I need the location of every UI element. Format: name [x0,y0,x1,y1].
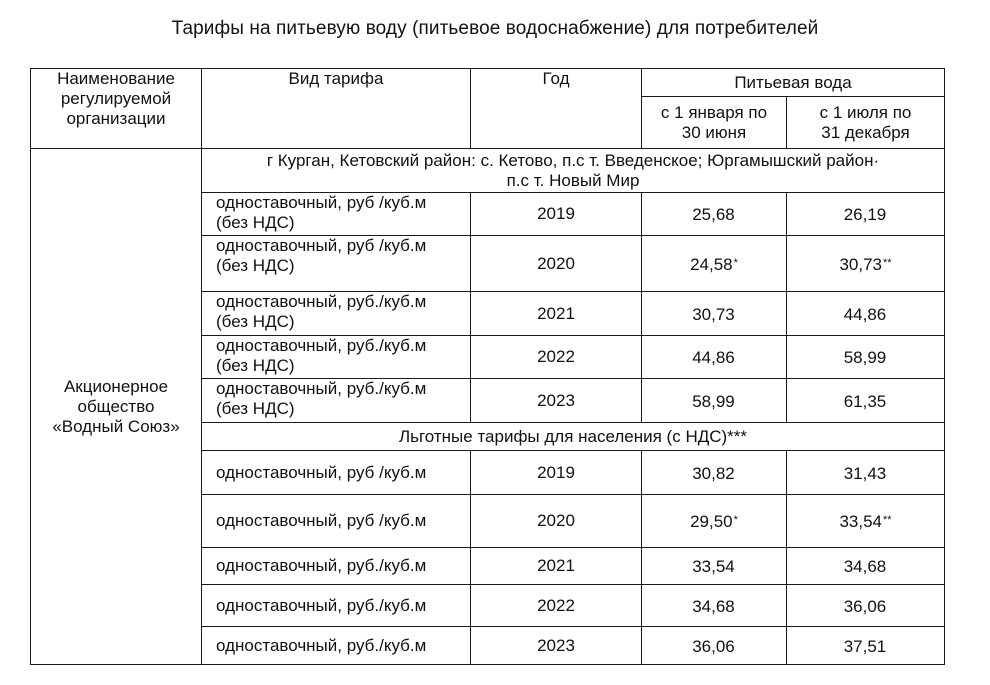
tariff-value: 24,58 [690,254,733,274]
year-cell: 2021 [471,548,642,585]
tariff-type-cell [202,451,471,495]
value-second-half-cell [787,236,945,292]
tariff-value: 29,50 [690,512,733,531]
value-first-half-cell [642,193,787,236]
value-first-half-cell [642,379,787,423]
value-second-half-cell [787,548,945,585]
tariff-type-cell [202,336,471,379]
header-tariff-type: Вид тарифа [202,69,471,149]
header-period-1 [642,97,787,149]
organization-name-line: Акционерное [63,376,169,396]
footnote-mark: * [733,514,738,526]
value-first-half-cell [642,548,787,585]
tariff-value: 33,54 [692,557,735,576]
value-second-half-cell [787,379,945,423]
tariff-type-cell [202,292,471,336]
tariff-type-line: одноставочный, руб /куб.м [216,462,427,482]
year-cell: 2019 [471,451,642,495]
header-row [31,69,945,97]
section-heading [202,423,945,451]
value-second-half-cell [787,451,945,495]
tariff-type-cell [202,193,471,236]
value-first-half-cell [642,627,787,665]
footnote-mark: ** [882,514,892,526]
tariff-value: 61,35 [843,391,887,411]
section-heading-line: Льготные тарифы для населения (с НДС)*** [398,426,748,446]
value-first-half-cell [642,336,787,379]
header-period-1-line: с 1 января по [660,102,768,122]
organization-name-line: «Водный Союз» [52,416,180,436]
year-cell: 2020 [471,495,642,548]
tariff-value: 58,99 [843,348,887,367]
value-second-half-cell [787,585,945,627]
tariff-type-line: (без НДС) [216,256,295,275]
value-first-half-cell [642,292,787,336]
tariff-value: 33,54 [839,512,882,531]
tariff-value: 31,43 [843,463,887,483]
section-heading [202,149,945,193]
value-second-half-cell [787,336,945,379]
tariff-type-cell [202,585,471,627]
tariff-value: 26,19 [843,205,887,224]
section-heading-line: п.с т. Новый Мир [506,170,640,190]
page-title: Тарифы на питьевую воду (питьевое водоснабжение) для потребителей [171,18,819,39]
year-cell: 2021 [471,292,642,336]
organization-name-line: общество [77,396,155,416]
year-cell: 2023 [471,379,642,423]
year-cell: 2022 [471,336,642,379]
value-first-half-cell [642,236,787,292]
tariff-type-cell [202,236,471,292]
tariff-type-line: одноставочный, руб./куб.м [216,635,427,655]
header-org-line: Наименование [57,69,175,88]
tariff-type-cell [202,627,471,665]
tariff-type-line: одноставочный, руб /куб.м [216,236,427,255]
year-cell: 2023 [471,627,642,665]
header-org-line: регулируемой [60,89,172,108]
tariff-type-line: одноставочный, руб./куб.м [216,595,427,615]
tariff-type-line: одноставочный, руб./куб.м [216,379,427,398]
section-heading-row [31,149,945,193]
header-water: Питьевая вода [642,69,945,97]
header-period-2-line: 31 декабря [821,122,910,142]
tariff-type-line: (без НДС) [216,399,295,418]
tariff-type-line: одноставочный, руб./куб.м [216,292,427,311]
header-org-line: организации [66,109,166,128]
value-first-half-cell [642,585,787,627]
tariff-value: 36,06 [692,636,735,656]
header-period-2 [787,97,945,149]
tariff-type-line: (без НДС) [216,356,295,375]
header-period-1-line: 30 июня [681,122,747,142]
value-second-half-cell [787,495,945,548]
year-cell: 2020 [471,236,642,292]
value-second-half-cell [787,292,945,336]
value-first-half-cell [642,495,787,548]
tariff-type-line: (без НДС) [216,213,295,232]
tariff-value: 30,73 [692,304,735,324]
tariff-type-line: одноставочный, руб /куб.м [216,193,427,212]
tariff-value: 44,86 [843,304,887,324]
tariff-value: 34,68 [692,596,735,616]
section-heading-line: г Курган, Кетовский район: с. Кетово, п.с т. Введенское; Юргамышский район· [266,150,880,170]
year-cell: 2019 [471,193,642,236]
tariff-type-line: одноставочный, руб./куб.м [216,556,427,575]
header-org [31,69,202,149]
footnote-mark: * [733,256,738,269]
header-year: Год [471,69,642,149]
tariff-value: 58,99 [692,391,735,411]
tariff-type-cell [202,495,471,548]
footnote-mark: ** [882,256,892,269]
tariff-value: 30,73 [839,254,882,274]
tariff-type-cell [202,548,471,585]
value-second-half-cell [787,627,945,665]
tariff-type-line: одноставочный, руб /куб.м [216,511,427,530]
tariff-type-line: одноставочный, руб./куб.м [216,336,427,355]
tariff-value: 44,86 [692,348,735,367]
value-second-half-cell [787,193,945,236]
tariff-type-line: (без НДС) [216,312,295,331]
tariff-table-body [31,69,945,665]
tariff-value: 36,06 [843,596,887,616]
value-first-half-cell [642,451,787,495]
organization-name [31,149,202,665]
tariff-value: 25,68 [692,205,735,224]
tariff-type-cell [202,379,471,423]
tariff-value: 30,82 [692,463,735,483]
header-period-2-line: с 1 июля по [819,102,912,122]
tariff-value: 34,68 [843,557,887,576]
tariff-value: 37,51 [843,636,887,656]
year-cell: 2022 [471,585,642,627]
tariff-table [30,68,945,665]
